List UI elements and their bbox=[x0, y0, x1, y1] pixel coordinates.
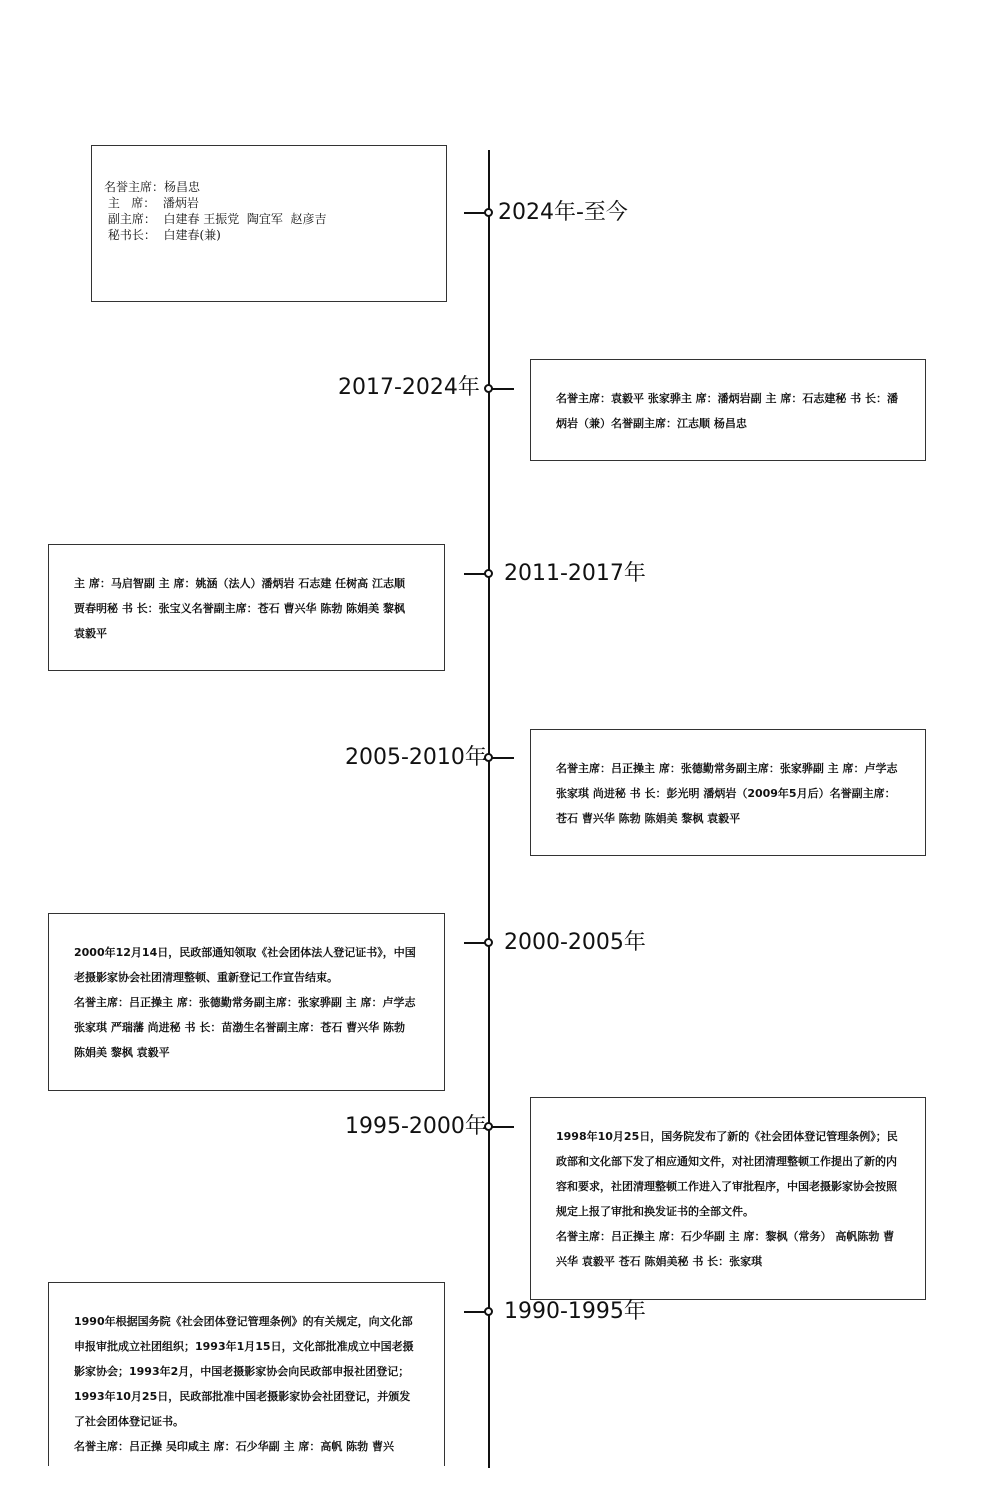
connector-line bbox=[490, 388, 514, 390]
period-label: 2000-2005年 bbox=[504, 930, 646, 955]
card-line: 主 席：马启智副 主 席：姚涵（法人）潘炳岩 石志建 任树高 江志顺 贾春明秘 书 长：张宝义名誉副主席：苍石 曹兴华 陈勃 陈娟美 黎枫 袁毅平 bbox=[74, 577, 405, 640]
timeline-axis bbox=[488, 150, 490, 1468]
card-line: 副主席： 白建春 王振党 陶宜军 赵彦吉 bbox=[104, 212, 327, 226]
period-card bbox=[91, 145, 447, 302]
period-label: 2017-2024年 bbox=[338, 375, 480, 400]
timeline-dot bbox=[484, 208, 493, 217]
period-card bbox=[48, 544, 445, 671]
timeline-dot bbox=[484, 569, 493, 578]
card-line: 名誉主席：吕正操 吴印咸主 席：石少华副 主 席：高帆 陈勃 曹兴 bbox=[74, 1440, 394, 1453]
period-card bbox=[530, 729, 926, 856]
period-label: 2011-2017年 bbox=[504, 561, 646, 586]
card-line: 名誉主席：吕正操主 席：张德勤常务副主席：张家骅副 主 席：卢学志 张家琪 尚进秘 书 长：彭光明 潘炳岩（2009年5月后）名誉副主席：苍石 曹兴华 陈勃 陈娟美 黎枫 袁毅平 bbox=[556, 762, 898, 825]
period-label: 2005-2010年 bbox=[345, 745, 487, 770]
card-line: 名誉主席：杨昌忠 bbox=[104, 180, 201, 194]
connector-line bbox=[490, 1126, 514, 1128]
period-card bbox=[48, 913, 445, 1091]
timeline-dot bbox=[484, 384, 493, 393]
card-line: 秘书长： 白建春(兼) bbox=[104, 228, 221, 242]
card-line: 名誉主席：吕正操主 席：石少华副 主 席：黎枫（常务） 高帆陈勃 曹兴华 袁毅平 苍石 陈娟美秘 书 长：张家琪 bbox=[556, 1230, 895, 1268]
card-line: 名誉主席：吕正操主 席：张德勤常务副主席：张家骅副 主 席：卢学志 张家琪 严瑞藩 尚进秘 书 长：苗渤生名誉副主席：苍石 曹兴华 陈勃 陈娟美 黎枫 袁毅平 bbox=[74, 996, 416, 1059]
connector-line bbox=[490, 757, 514, 759]
period-label: 1995-2000年 bbox=[345, 1114, 487, 1139]
period-card bbox=[530, 359, 926, 461]
period-card bbox=[48, 1282, 445, 1466]
timeline-dot bbox=[484, 1307, 493, 1316]
period-label: 1990-1995年 bbox=[504, 1299, 646, 1324]
period-label: 2024年-至今 bbox=[498, 200, 628, 225]
card-line: 主 席： 潘炳岩 bbox=[104, 196, 199, 210]
card-line: 名誉主席：袁毅平 张家骅主 席：潘炳岩副 主 席：石志建秘 书 长：潘炳岩（兼）名誉副主席：江志顺 杨昌忠 bbox=[556, 392, 898, 430]
card-line: 1998年10月25日，国务院发布了新的《社会团体登记管理条例》；民政部和文化部下发了相应通知文件，对社团清理整顿工作提出了新的内容和要求，社团清理整顿工作进入了审批程序，中国老摄影家协会按照规定上报了审批和换发证书的全部文件。 bbox=[556, 1130, 898, 1218]
card-line: 2000年12月14日，民政部通知领取《社会团体法人登记证书》，中国老摄影家协会社团清理整顿、重新登记工作宣告结束。 bbox=[74, 946, 416, 984]
period-card bbox=[530, 1097, 926, 1300]
card-line: 1990年根据国务院《社会团体登记管理条例》的有关规定，向文化部申报审批成立社团组织；1993年1月15日，文化部批准成立中国老摄影家协会；1993年2月，中国老摄影家协会向民政部申报社团登记；1993年10月25日，民政部批准中国老摄影家协会社团登记，并颁发了社会团体登记证书。 bbox=[74, 1315, 414, 1428]
timeline-dot bbox=[484, 938, 493, 947]
